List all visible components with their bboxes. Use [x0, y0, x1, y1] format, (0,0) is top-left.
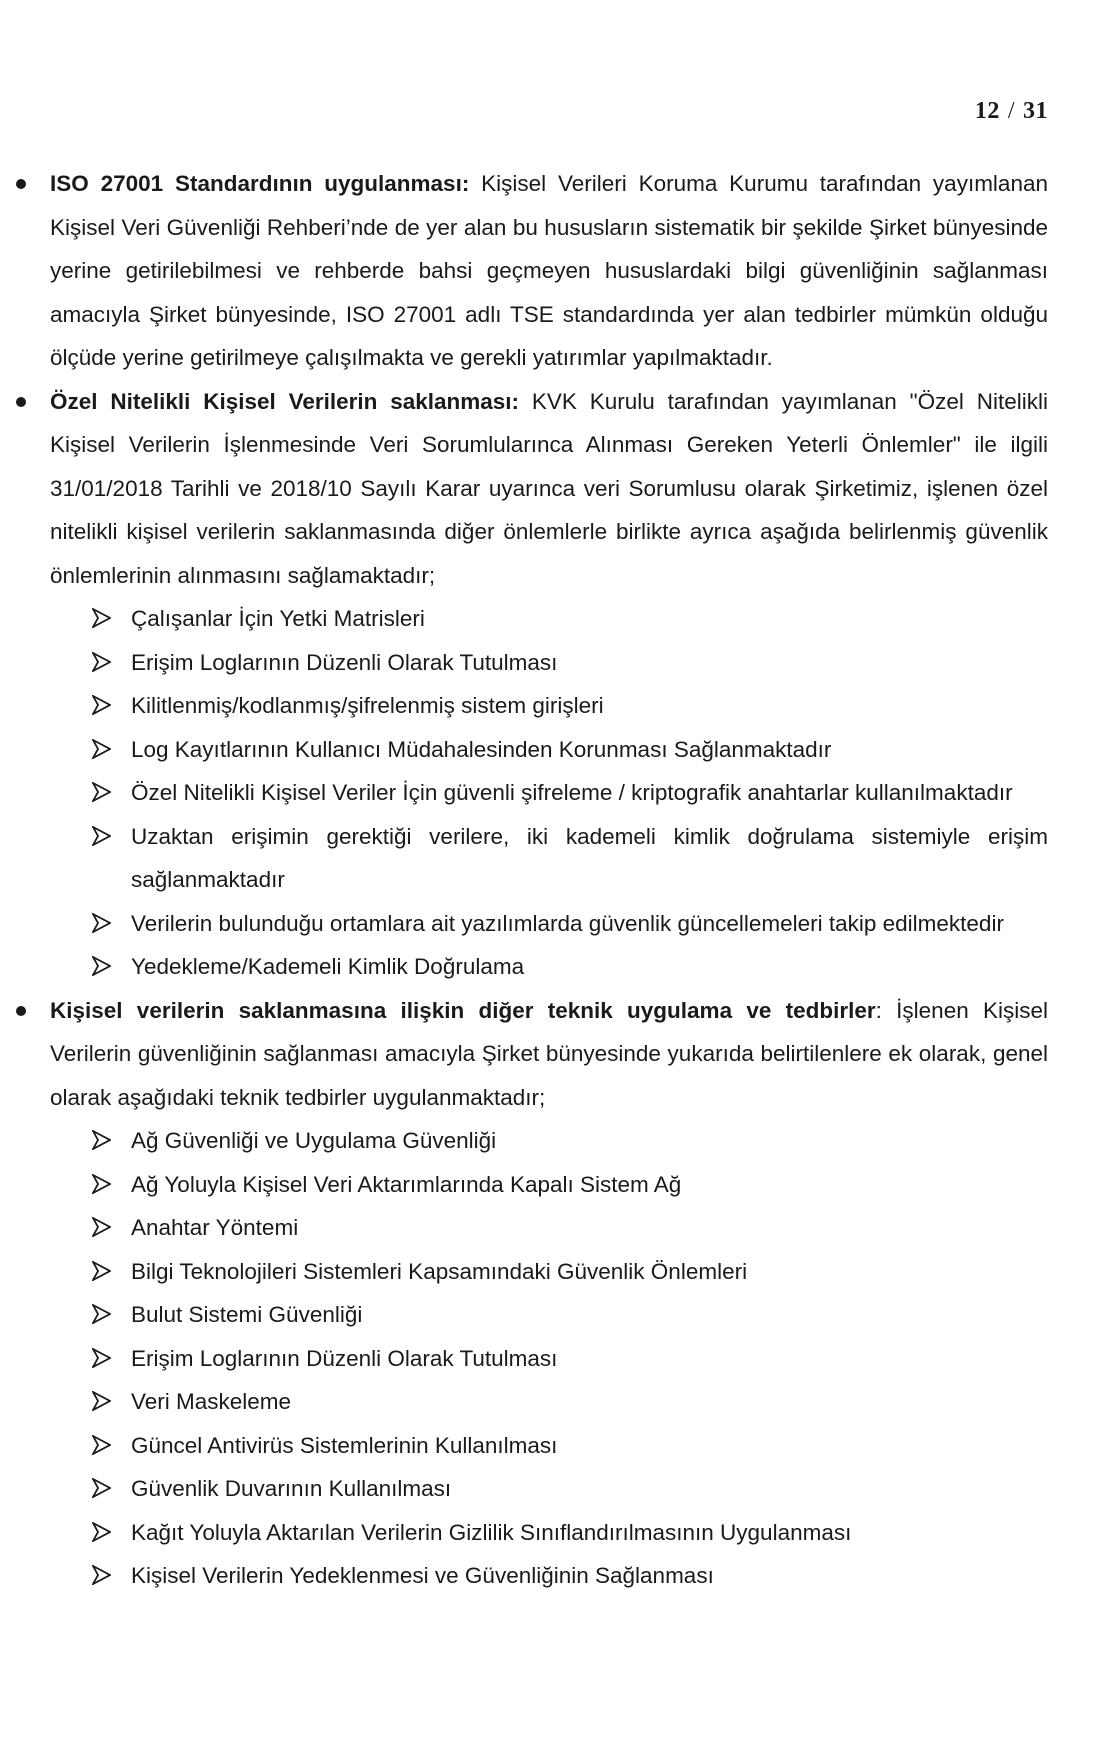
list-item-text: Veri Maskeleme — [131, 1389, 292, 1414]
bullet-dot-icon — [16, 179, 26, 189]
list-item — [0, 1119, 1100, 1163]
list-item-text: Bulut Sistemi Güvenliği — [131, 1302, 363, 1327]
arrow-bullet-icon — [92, 1217, 111, 1237]
list-item — [0, 1206, 1100, 1250]
sub-list-special-data — [0, 597, 1100, 989]
list-item-text: Anahtar Yöntemi — [131, 1215, 299, 1240]
arrow-bullet-icon — [92, 1261, 111, 1281]
list-item — [0, 1337, 1100, 1381]
list-item-text: Erişim Loglarının Düzenli Olarak Tutulması — [131, 649, 558, 675]
arrow-bullet-icon — [92, 913, 111, 933]
list-item-text: Özel Nitelikli Kişisel Veriler İçin güvenli şifreleme / kriptografik anahtarlar kullanılmaktadır — [131, 780, 1013, 805]
arrow-bullet-icon — [92, 1174, 111, 1194]
document-body — [0, 162, 1100, 1598]
list-item-text: Ağ Güvenliği ve Uygulama Güvenliği — [131, 1128, 497, 1153]
section-heading: Özel Nitelikli Kişisel Verilerin saklanması: — [50, 388, 520, 414]
list-item-text: Erişim Loglarının Düzenli Olarak Tutulması — [131, 1345, 558, 1371]
arrow-bullet-icon — [92, 608, 111, 628]
arrow-bullet-icon — [92, 956, 111, 976]
section-text: Kişisel Verileri Koruma Kurumu tarafından yayımlanan Kişisel Veri Güvenliği Rehberi’nde de yer alan bu hususların sistematik bir şekilde Şirket bünyesinde yerine getirilebilmesi ve rehberde bahsi geçmeyen hususlardaki bilgi güvenliğinin sağlanması amacıyla Şirket bünyesinde, ISO 27001 adlı TSE standardında yer alan tedbirler mümkün olduğu ölçüde yerine getirilmeye çalışılmakta ve gerekli yatırımlar yapılmaktadır. — [50, 171, 1048, 370]
arrow-bullet-icon — [92, 695, 111, 715]
arrow-bullet-icon — [92, 826, 111, 846]
list-item-text: Ağ Yoluyla Kişisel Veri Aktarımlarında Kapalı Sistem Ağ — [131, 1171, 682, 1197]
arrow-bullet-icon — [92, 739, 111, 759]
arrow-bullet-icon — [92, 1522, 111, 1542]
arrow-bullet-icon — [92, 652, 111, 672]
list-item — [0, 597, 1100, 641]
list-item-text: Kilitlenmiş/kodlanmış/şifrelenmiş sistem girişleri — [131, 693, 604, 718]
list-item-text: Çalışanlar İçin Yetki Matrisleri — [131, 606, 425, 631]
bullet-section-technical-measures — [0, 989, 1100, 1120]
list-item — [0, 945, 1100, 989]
list-item — [0, 728, 1100, 772]
list-item — [0, 1467, 1100, 1511]
list-item — [0, 1380, 1100, 1424]
list-item — [0, 1554, 1100, 1598]
list-item-text: Güncel Antivirüs Sistemlerinin Kullanılması — [131, 1432, 558, 1458]
arrow-bullet-icon — [92, 1304, 111, 1324]
list-item-text: Bilgi Teknolojileri Sistemleri Kapsamındaki Güvenlik Önlemleri — [131, 1258, 748, 1284]
arrow-bullet-icon — [92, 1130, 111, 1150]
page-number — [975, 98, 1048, 125]
arrow-bullet-icon — [92, 1565, 111, 1585]
arrow-bullet-icon — [92, 1435, 111, 1455]
sub-list-technical-measures — [0, 1119, 1100, 1598]
list-item-text: Yedekleme/Kademeli Kimlik Doğrulama — [131, 954, 525, 979]
list-item — [0, 1250, 1100, 1294]
list-item — [0, 902, 1100, 946]
arrow-bullet-icon — [92, 1391, 111, 1411]
arrow-bullet-icon — [92, 782, 111, 802]
bullet-dot-icon — [16, 397, 26, 407]
list-item — [0, 641, 1100, 685]
bullet-section-special-data — [0, 380, 1100, 598]
list-item — [0, 684, 1100, 728]
list-item — [0, 771, 1100, 815]
list-item — [0, 1163, 1100, 1207]
list-item-text: Güvenlik Duvarının Kullanılması — [131, 1476, 452, 1501]
list-item — [0, 1424, 1100, 1468]
list-item-text: Verilerin bulunduğu ortamlara ait yazılımlarda güvenlik güncellemeleri takip edilmektedir — [131, 910, 1004, 936]
list-item — [0, 815, 1100, 902]
section-heading: Kişisel verilerin saklanmasına ilişkin diğer teknik uygulama ve tedbirler — [50, 997, 876, 1023]
list-item-text: Log Kayıtlarının Kullanıcı Müdahalesinden Korunması Sağlanmaktadır — [131, 736, 832, 762]
section-heading: ISO 27001 Standardının uygulanması: — [50, 171, 470, 196]
list-item-text: Kişisel Verilerin Yedeklenmesi ve Güvenliğinin Sağlanması — [131, 1563, 714, 1588]
bullet-section-iso-27001 — [0, 162, 1100, 380]
list-item — [0, 1511, 1100, 1555]
arrow-bullet-icon — [92, 1478, 111, 1498]
list-item-text: Kağıt Yoluyla Aktarılan Verilerin Gizlilik Sınıflandırılmasının Uygulanması — [131, 1519, 852, 1545]
page-number-separator: / — [1007, 98, 1015, 124]
page-number-total: 31 — [1023, 98, 1048, 124]
list-item-text: Uzaktan erişimin gerektiği verilere, iki kademeli kimlik doğrulama sistemiyle erişim sağlanmaktadır — [131, 823, 1048, 892]
list-item — [0, 1293, 1100, 1337]
arrow-bullet-icon — [92, 1348, 111, 1368]
section-text: KVK Kurulu tarafından yayımlanan "Özel Nitelikli Kişisel Verilerin İşlenmesinde Veri Sorumlularınca Alınması Gereken Yeterli Önlemler" ile ilgili 31/01/2018 Tarihli ve 2018/10 Sayılı Karar uyarınca veri Sorumlusu olarak Şirketimiz, işlenen özel nitelikli kişisel verilerin saklanmasında diğer önlemlerle birlikte ayrıca aşağıda belirlenmiş güvenlik önlemlerinin alınmasını sağlamaktadır; — [50, 388, 1048, 588]
page-number-current: 12 — [974, 98, 1000, 124]
section-text: : İşlenen Kişisel Verilerin güvenliğinin sağlanması amacıyla Şirket bünyesinde yukarıda belirtilenlere ek olarak, genel olarak aşağıdaki teknik tedbirler uygulanmaktadır; — [50, 997, 1048, 1110]
bullet-dot-icon — [16, 1006, 26, 1016]
